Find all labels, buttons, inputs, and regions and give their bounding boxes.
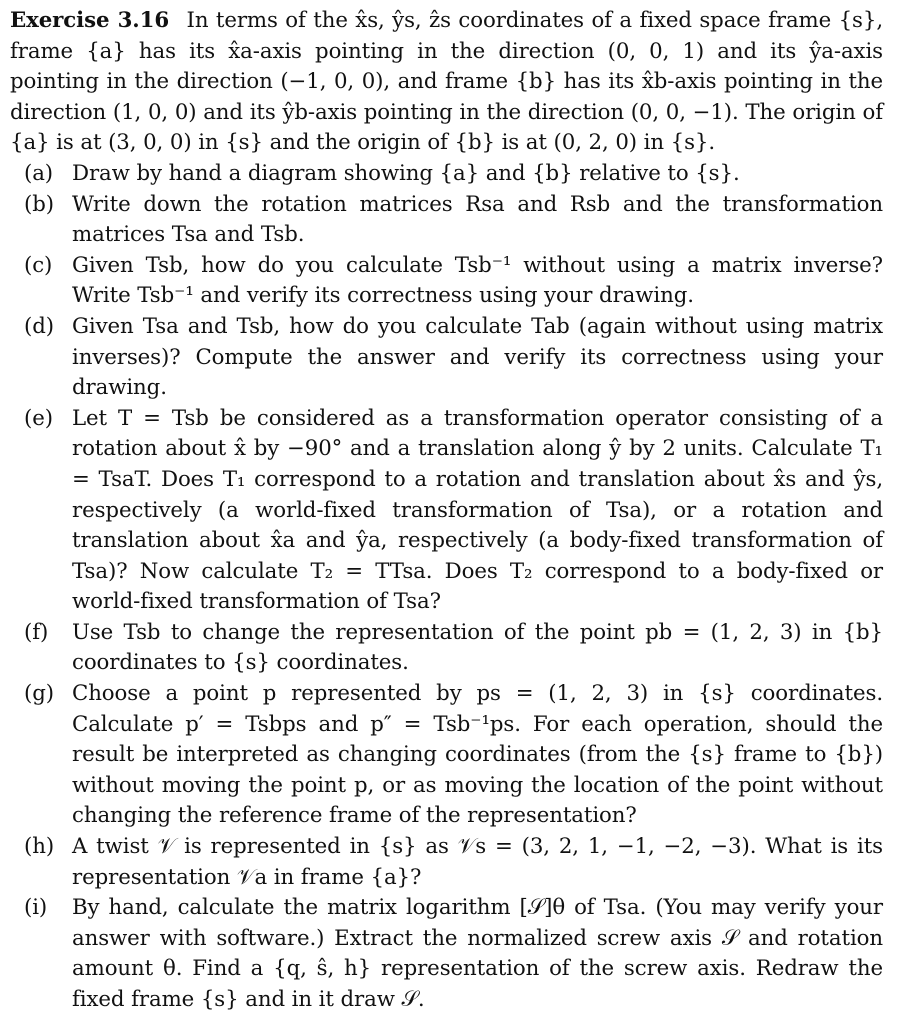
part-text: Choose a point p represented by ps = (1, 2, 3) in {s} coordinates. Calculate p′ = Tsbps and p″ = Tsb⁻¹ps. For each operation, should the result be interpreted as changing coordinates (from the {s} frame to {b}) without moving the point p, or as moving the location of the point without changing the reference frame of the representation? [72, 681, 883, 829]
part-e [10, 404, 883, 618]
part-c [10, 251, 883, 312]
part-label: (e) [24, 405, 53, 431]
part-text: Given Tsb, how do you calculate Tsb⁻¹ without using a matrix inverse? Write Tsb⁻¹ and verify its correctness using your drawing. [72, 252, 883, 309]
part-b [10, 190, 883, 251]
part-label: (d) [24, 313, 54, 339]
part-i [10, 893, 883, 1015]
exercise-title: Exercise 3.16 [10, 8, 170, 33]
part-h [10, 832, 883, 893]
part-text: Draw by hand a diagram showing {a} and {b} relative to {s}. [72, 160, 740, 186]
part-text: A twist 𝒱 is represented in {s} as 𝒱s = (3, 2, 1, −1, −2, −3). What is its representation 𝒱a in frame {a}? [72, 834, 883, 890]
exercise-intro [10, 6, 883, 159]
part-text: By hand, calculate the matrix logarithm [𝒮]θ of Tsa. (You may verify your answer with software.) Extract the normalized screw axis 𝒮 and rotation amount θ. Find a {q, ŝ, h} representation of the screw axis. Redraw the fixed frame {s} and in it draw 𝒮. [72, 895, 883, 1012]
part-text: Write down the rotation matrices Rsa and Rsb and the transformation matrices Tsa and Tsb. [72, 191, 883, 248]
part-label: (h) [24, 834, 55, 860]
part-d [10, 312, 883, 404]
part-label: (b) [24, 191, 54, 217]
part-f [10, 618, 883, 679]
part-text: Use Tsb to change the representation of the point pb = (1, 2, 3) in {b} coordinates to {s} coordinates. [72, 619, 883, 676]
part-g [10, 679, 883, 832]
part-a [10, 159, 883, 190]
part-label: (c) [24, 252, 53, 278]
exercise-intro-text: In terms of the x̂s, ŷs, ẑs coordinates of a fixed space frame {s}, frame {a} has its x̂a-axis pointing in the direction (0, 0, 1) and its ŷa-axis pointing in the direction (−1, 0, 0), and frame {b} has its x̂b-axis pointing in the direction (1, 0, 0) and its ŷb-axis pointing in the direction (0, 0, −1). The origin of {a} is at (3, 0, 0) in {s} and the origin of {b} is at (0, 2, 0) in {s}. [10, 8, 883, 156]
part-text: Given Tsa and Tsb, how do you calculate Tab (again without using matrix inverses)? Compute the answer and verify its correctness using your drawing. [72, 313, 883, 401]
part-text: Let T = Tsb be considered as a transformation operator consisting of a rotation about x̂ by −90° and a translation along ŷ by 2 units. Calculate T₁ = TsaT. Does T₁ correspond to a rotation and translation about x̂s and ŷs, respectively (a world-fixed transformation of Tsa), or a rotation and translation about x̂a and ŷa, respectively (a body-fixed transformation of Tsa)? Now calculate T₂ = TTsa. Does T₂ correspond to a body-fixed or world-fixed transformation of Tsa? [72, 405, 883, 615]
part-label: (a) [24, 160, 54, 186]
part-label: (f) [24, 619, 49, 645]
part-label: (g) [24, 681, 54, 707]
part-label: (i) [24, 895, 48, 921]
exercise-parts-list [10, 159, 883, 1016]
